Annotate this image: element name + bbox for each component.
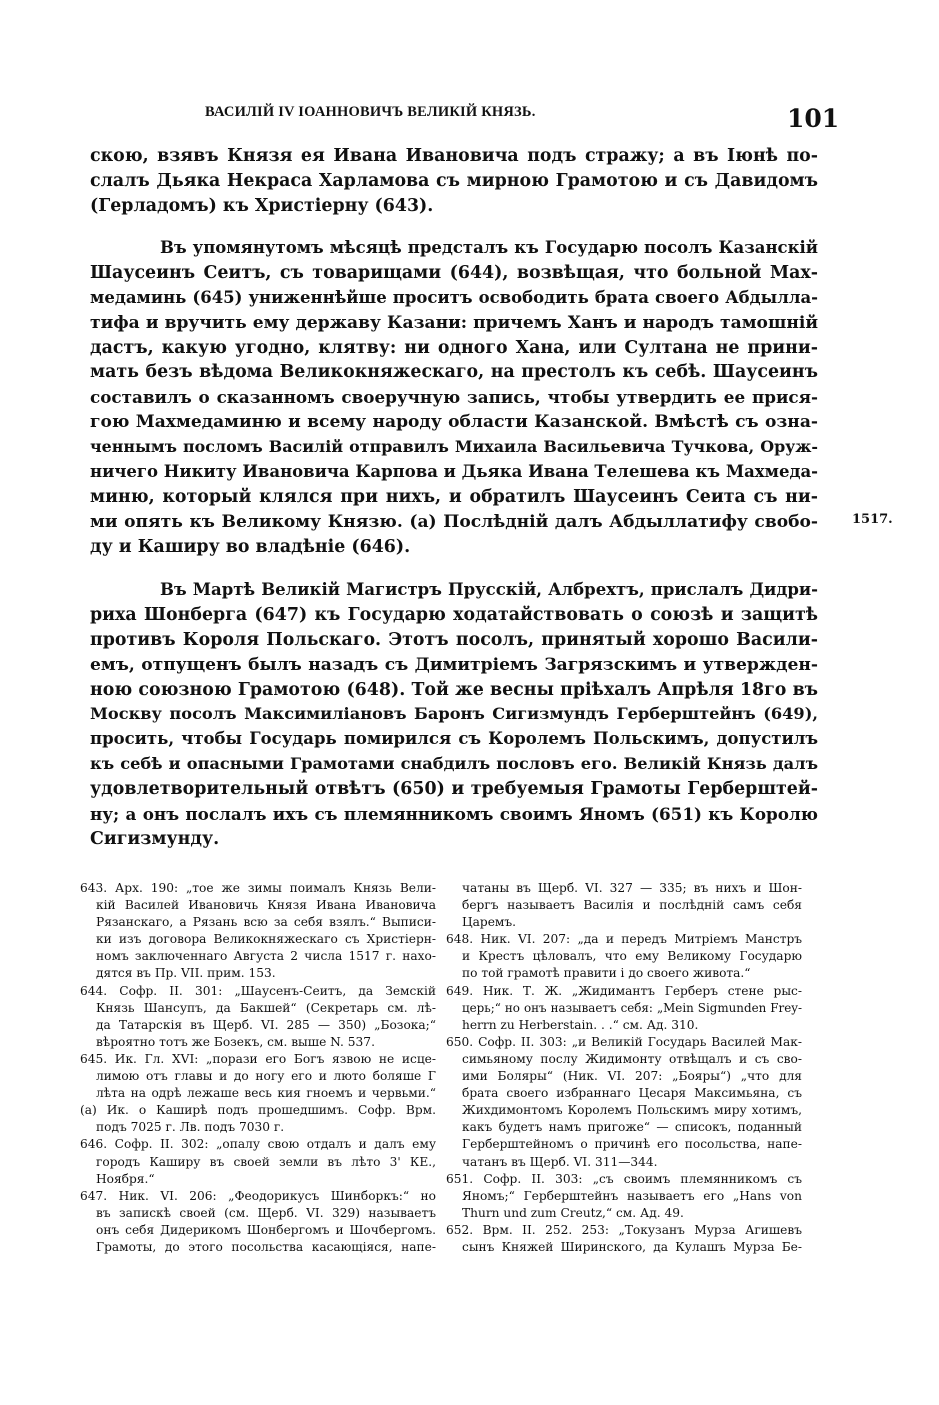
footnote-line: подъ 7025 г. Лв. подъ 7030 г.: [96, 1120, 285, 1135]
footnote-line: 652. Врм. II. 252. 253: „Токузанъ Мурза Агишевъ: [446, 1222, 802, 1237]
page-number: 101: [787, 104, 840, 133]
text-line: (Герладомъ) къ Христіерну (643).: [90, 195, 434, 216]
footnote-line: Царемъ.: [462, 915, 517, 930]
text-line: скою, взявъ Князя ея Ивана Ивановича подъ стражу; а въ Іюнѣ по-: [90, 146, 818, 166]
text-line: ченнымъ посломъ Василій отправилъ Михаила Васильевича Тучкова, Оруж-: [90, 437, 818, 457]
paragraph-3: [90, 578, 818, 852]
footnote-line: 648. Ник. VI. 207: „да и передъ Митріемъ Манстръ: [446, 932, 802, 947]
footnote-line: чатанъ въ Щерб. VI. 311—344.: [462, 1154, 658, 1169]
footnote-line: дятся въ Пр. VII. прим. 153.: [96, 966, 276, 981]
footnote-line: 646. Софр. II. 302: „опалу свою отдалъ и далъ ему: [80, 1137, 436, 1152]
text-line: миню, который клялся при нихъ, и обратилъ Шаусеинъ Сеита съ ни-: [90, 486, 818, 507]
text-line: ну; а онъ послалъ ихъ съ племянникомъ своимъ Яномъ (651) къ Королю: [90, 804, 818, 825]
footnote-line: Рязанскаго, а Рязань всю за себя взялъ.“ Выписи-: [96, 915, 436, 930]
footnote-line: церь;“ но онъ называетъ себя: „Mein Sigmunden Frey-: [462, 1000, 802, 1015]
text-line: тифа и вручить ему державу Казани: причемъ Ханъ и народъ тамошній: [90, 312, 818, 333]
text-line: ми опять къ Великому Князю. (а) Послѣдній далъ Абдыллатифу свобо-: [90, 511, 818, 532]
paragraph-2: [90, 236, 818, 560]
footnote-line: кій Василей Ивановичь Князя Ивана Ивановича: [96, 898, 436, 913]
text-line: емъ, отпущенъ былъ назадъ съ Димитріемъ Загрязскимъ и утвержден-: [90, 654, 818, 675]
footnote-line: Князь Шансупъ, да Бакшей“ (Секретарь см. лѣ-: [96, 1000, 436, 1015]
footnote-line: лѣта на одрѣ лежаше весь кия гноемъ и червьми.“: [96, 1086, 436, 1101]
footnote-line: Яномъ;“ Герберштейнъ называетъ его „Hans von: [462, 1188, 802, 1203]
footnote-line: Жихдимонтомъ Королемъ Польскимъ миру хотимъ,: [462, 1103, 802, 1118]
footnote-line: вѣроятно тотъ же Бозекъ, см. выше N. 537.: [96, 1034, 375, 1049]
footnotes-left-column: [80, 880, 436, 1256]
footnote-line: номъ заключеннаго Августа 2 числа 1517 г. нахо-: [96, 949, 436, 964]
text-line: удовлетворительный отвѣтъ (650) и требуемыя Грамоты Герберштей-: [90, 779, 818, 800]
footnote-line: ими Боляры“ (Ник. VI. 207: „Бояры“) „что для: [462, 1069, 802, 1084]
footnote-line: 645. Ик. Гл. XVI: „порази его Богъ язвою не исце-: [80, 1051, 436, 1066]
text-line: дастъ, какую угодно, клятву: ни одного Хана, или Султана не прини-: [90, 337, 818, 358]
text-line: къ себѣ и опасными Грамотами снабдилъ пословъ его. Великій Князь далъ: [90, 754, 818, 774]
footnote-line: по той грамотѣ правити і до своего живота.“: [462, 966, 751, 981]
footnote-line: 649. Ник. Т. Ж. „Жидимантъ Герберъ стене рыс-: [446, 983, 802, 998]
footnote-line: 650. Софр. II. 303: „и Великій Государь Василей Мак-: [446, 1034, 802, 1049]
footnotes-right-column: [446, 880, 802, 1256]
paragraph-1: [90, 144, 818, 219]
footnote-line: бергъ называетъ Василія и послѣдній самъ себя: [462, 898, 802, 913]
footnote-line: 644. Софр. II. 301: „Шаусенъ-Сеитъ, да Земскій: [80, 983, 436, 998]
footnote-line: да Татарскія въ Щерб. VI. 285 — 350) „Бозока;“: [96, 1017, 436, 1032]
footnote-line: городъ Каширу въ своей земли въ лѣто 3' КЕ.,: [96, 1154, 436, 1169]
footnote-line: сынъ Княжей Ширинского, да Кулашъ Мурза Бе-: [462, 1239, 802, 1254]
footnote-line: въ запискѣ своей (см. Щерб. VI. 329) называетъ: [96, 1205, 436, 1220]
text-line: Шаусеинъ Сеитъ, съ товарищами (644), возвѣщая, что больной Мах-: [90, 262, 818, 283]
footnote-line: herrn zu Herberstain. . .“ см. Ад. 310.: [462, 1017, 699, 1032]
text-line: мать безъ вѣдома Великокняжескаго, на престолъ къ себѣ. Шаусеинъ: [90, 362, 818, 383]
footnote-line: ки изъ договора Великокняжескаго съ Христіерн-: [96, 932, 436, 947]
running-title: ВАСИЛІЙ IV ІОАННОВИЧЪ ВЕЛИКІЙ КНЯЗЬ.: [205, 104, 536, 120]
footnote-line: 643. Арх. 190: „тое же зимы поималъ Князь Вели-: [80, 881, 436, 895]
footnote-line: симьяному послу Жидимонту отвѣщалъ и съ сво-: [462, 1051, 802, 1066]
text-line: просить, чтобы Государь помирился съ Королемъ Польскимъ, допустилъ: [90, 729, 818, 749]
text-line: Москву посолъ Максимиліановъ Баронъ Сигизмундъ Герберштейнъ (649),: [90, 704, 818, 724]
text-line: Въ Мартѣ Великій Магистръ Прусскій, Албрехтъ, прислалъ Дидри-: [160, 580, 818, 599]
footnote-line: Ноября.“: [96, 1171, 155, 1186]
footnote-line: какъ будетъ намъ пригоже“ — списокъ, поданный: [462, 1120, 802, 1135]
text-line: медаминь (645) униженнѣйше проситъ освободить брата своего Абдылла-: [90, 287, 818, 307]
footnote-line: лимою отъ главы и до ногу его и люто боляше Г: [96, 1069, 436, 1084]
footnote-line: Герберштейномъ о причинѣ его посольства, напе-: [462, 1137, 802, 1152]
text-line: ничего Никиту Ивановича Карпова и Дьяка Ивана Телешева къ Махмеда-: [90, 462, 818, 482]
footnote-line: Грамоты, до этого посольства касающіяся, напе-: [96, 1239, 436, 1254]
text-line: противъ Короля Польскаго. Этотъ посолъ, принятый хорошо Васили-: [90, 629, 818, 650]
text-line: ду и Каширу во владѣніе (646).: [90, 536, 411, 557]
footnote-line: 651. Софр. II. 303: „съ своимъ племянникомъ съ: [446, 1171, 802, 1186]
text-line: Въ упомянутомъ мѣсяцѣ предсталъ къ Государю посолъ Казанскій: [160, 238, 818, 257]
footnote-line: брата своего избраннаго Цесаря Максимьяна, съ: [462, 1086, 802, 1101]
text-line: ною союзною Грамотою (648). Той же весны пріѣхалъ Апрѣля 18го въ: [90, 679, 818, 700]
text-line: слалъ Дьяка Некраса Харламова съ мирною Грамотою и съ Давидомъ: [90, 170, 818, 191]
footnote-line: (а) Ик. о Каширѣ подъ прошедшимъ. Софр. Врм.: [80, 1103, 436, 1118]
text-line: гою Махмедаминю и всему народу области Казанской. Вмѣстѣ съ озна-: [90, 412, 818, 433]
footnote-line: и Крестъ цѣловалъ, что ему Великому Государю: [462, 949, 802, 964]
text-line: составилъ о сказанномъ своеручную запись, чтобы утвердить ее прися-: [90, 387, 818, 408]
text-line: Сигизмунду.: [90, 828, 220, 849]
footnote-line: онъ себя Дидерикомъ Шонбергомъ и Шочбергомъ.: [96, 1222, 436, 1237]
footnote-line: Thurn und zum Creutz,“ см. Ад. 49.: [462, 1205, 684, 1220]
footnote-line: 647. Ник. VI. 206: „Феодорикусъ Шинборкъ:“ но: [80, 1188, 436, 1203]
footnote-line: чатаны въ Щерб. VI. 327 — 335; въ нихъ и Шон-: [462, 881, 802, 895]
text-line: риха Шонберга (647) къ Государю ходатайствовать о союзѣ и защитѣ: [90, 604, 818, 625]
margin-year-note: 1517.: [852, 512, 893, 527]
